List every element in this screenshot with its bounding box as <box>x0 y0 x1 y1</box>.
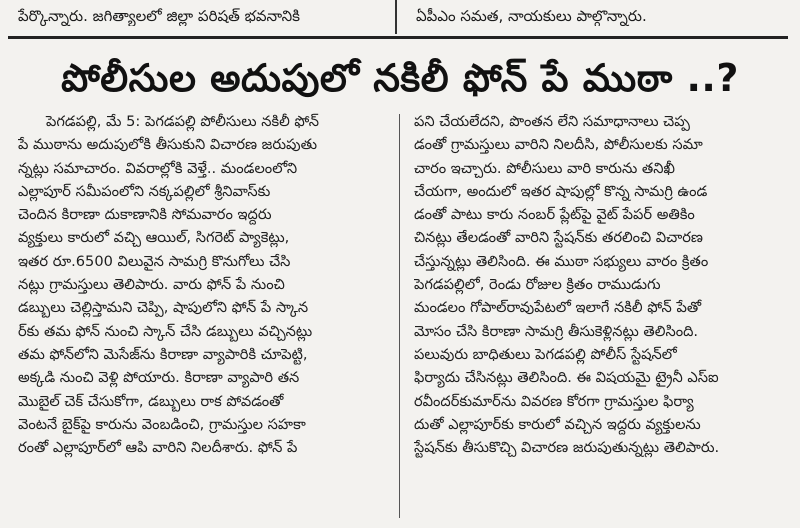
body-line: ఫిర్యాదు చేసినట్లు తెలిసింది. ఈ విషయమై ట్రైనీ ఎస్ఐ <box>414 369 719 387</box>
body-line: ఇతర రూ.6500 విలువైన సామగ్రి కొనుగోలు చేసి <box>18 252 291 270</box>
body-line: వెంటనే బైక్‌పై కారును వెంబడించి, గ్రామస్తుల సహకా <box>18 415 306 433</box>
body-line: పని చేయలేదని, పొంతన లేని సమాధానాలు చెప్ప <box>414 113 690 130</box>
previous-article-text-right: ఏపీఎం సమత, నాయకులు పాల్గొన్నారు. <box>416 7 647 25</box>
body-line: రంతో ఎల్లాపూర్‌లో ఆపి వారిని నిలదీశారు. ఫోన్ పే <box>18 439 298 457</box>
body-line: పెగడపల్లి, మే 5: పెగడపల్లి పోలీసులు నకిలీ ఫోన్ <box>46 113 320 130</box>
headline-rule-top <box>8 36 788 39</box>
body-line: రవీందర్‌కుమార్‌ను వివరణ కోరగా గ్రామస్తుల ఫిర్యా <box>414 392 694 410</box>
body-line: చెందిన కిరాణా దుకాణానికి సోమవారం ఇద్దరు <box>18 206 272 224</box>
previous-article-text-left: పేర్కొన్నారు. జగిత్యాలలో జిల్లా పరిషత్ భవనానికి <box>18 7 300 25</box>
body-line: వ్యక్తులు కారులో వచ్చి ఆయిల్, సిగరెట్ ప్యాకెట్లు, <box>18 229 290 247</box>
body-line: చేస్తున్నట్లు తెలిసింది. ఈ ముఠా సభ్యులు వారం క్రితం <box>414 252 709 270</box>
body-line: చేయగా, అందులో ఇతర షాపుల్లో కొన్న సామగ్రి ఉండ <box>414 182 708 200</box>
body-line: అక్కడి నుంచి వెళ్లి పోయారు. కిరాణా వ్యాపారి తన <box>18 369 300 387</box>
previous-article-strip <box>0 0 800 36</box>
column-divider <box>399 114 400 518</box>
body-line: పే ముఠాను అదుపులోకి తీసుకుని విచారణ జరుపుతు <box>18 136 318 154</box>
body-line: నట్లు గ్రామస్తులు తెలిపారు. వారు ఫోన్ పే నుంచి <box>18 276 285 294</box>
body-line: ర్‌కు తమ ఫోన్ నుంచి స్కాన్ చేసి డబ్బులు వచ్చినట్లు <box>18 322 313 340</box>
body-line: డంతో పాటు కారు నంబర్ ప్లేట్‌పై వైట్ పేపర్ అతికిం <box>414 206 695 224</box>
body-line: స్టేషన్‌కు తీసుకొచ్చి విచారణ జరుపుతున్నట్లు తెలిపారు. <box>414 439 720 457</box>
body-line: న్నట్లు సమాచారం. వివరాల్లోకి వెళ్తే.. మండలంలోని <box>18 159 298 177</box>
body-line: పెగడపల్లిలో, రెండు రోజుల క్రితం రాముడుగు <box>414 276 661 294</box>
body-line: తమ ఫోన్‌లోని మెసేజ్‌ను కిరాణా వ్యాపారికి చూపెట్టి, <box>18 345 308 363</box>
body-line: మండలం గోపాల్‌రావుపేటలో ఇలాగే నకిలీ ఫోన్ పేతో <box>414 299 702 317</box>
body-line: దుతో ఎల్లాపూర్‌కు కారులో వచ్చిన ఇద్దరు వ్యక్తులను <box>414 415 701 433</box>
body-line: చారం ఇచ్చారు. పోలీసులు వారి కారును తనిఖీ <box>414 159 675 177</box>
column-divider-top <box>395 0 397 34</box>
article-body-right-column <box>414 110 792 459</box>
body-line: మోసం చేసి కిరాణా సామగ్రి తీసుకెళ్లినట్లు తెలిసింది. <box>414 322 699 340</box>
body-line: డబ్బులు చెల్లిస్తామని చెప్పి, షాపులోని ఫోన్ పే స్కాన <box>18 299 309 317</box>
body-line: ఎల్లాపూర్ సమీపంలోని నక్కపల్లిలో శ్రీనివాస్‌కు <box>18 182 271 200</box>
body-line: మొబైల్ చెక్ చేసుకోగా, డబ్బులు రాక పోవడంతో <box>18 392 284 410</box>
article-body-left-column <box>18 110 396 459</box>
body-line: డంతో గ్రామస్తులు వారిని నిలదీసి, పోలీసులకు సమా <box>414 136 703 154</box>
body-line: పలువురు బాధితులు పెగడపల్లి పోలీస్ స్టేషన్‌లో <box>414 345 677 363</box>
body-line: చినట్లు తేలడంతో వారిని స్టేషన్‌కు తరలించి విచారణ <box>414 229 703 247</box>
article-headline: పోలీసుల అదుపులో నకిలీ ఫోన్ పే ముఠా ..? <box>61 56 739 100</box>
